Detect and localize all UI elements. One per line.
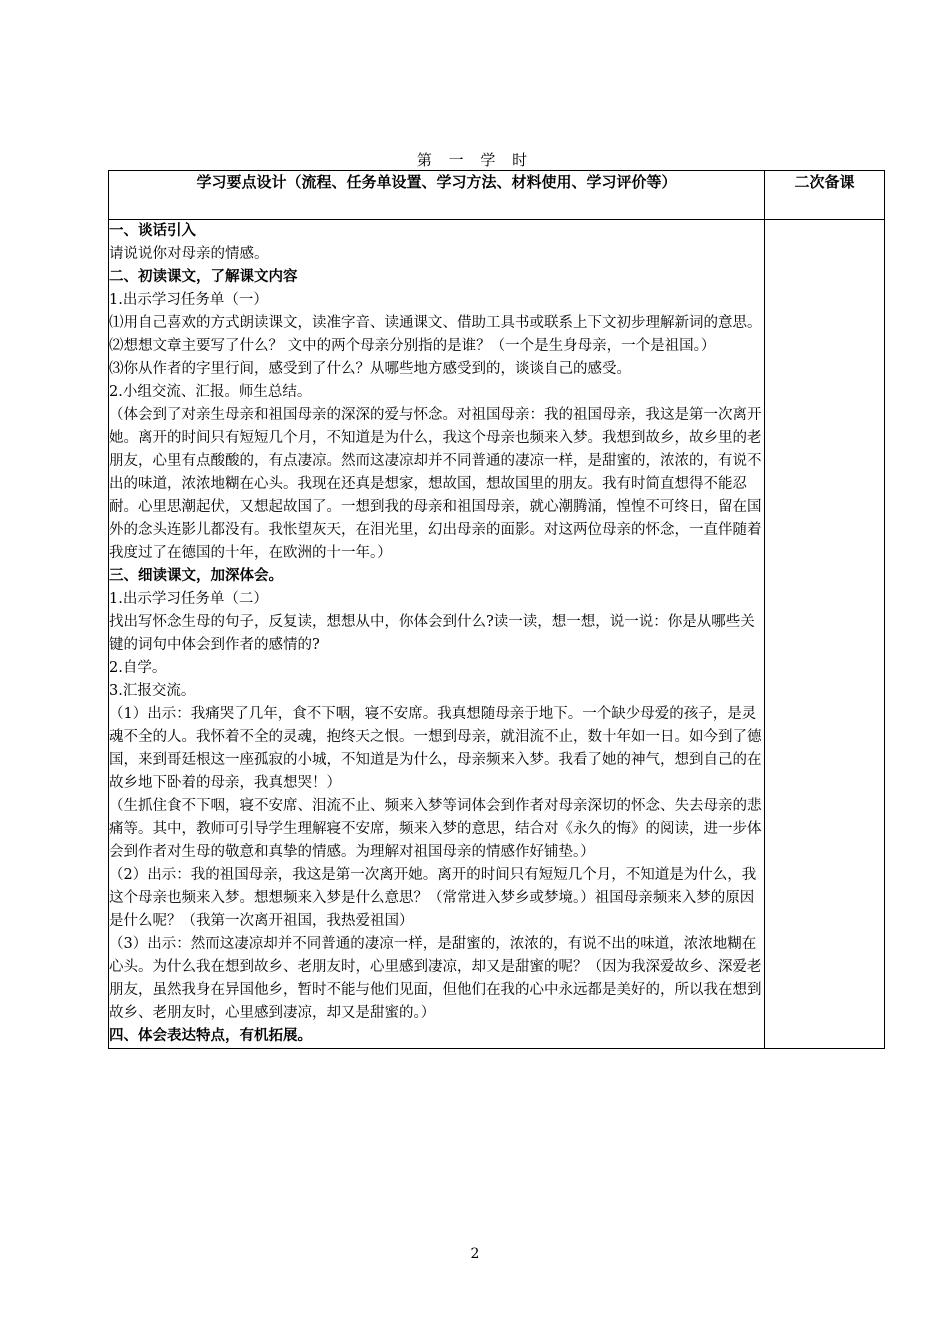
section-heading: 一、谈话引入 [109,223,196,239]
table-header-row [109,171,885,220]
paragraph: 2.自学。 [109,660,167,676]
header-main: 学习要点设计（流程、任务单设置、学习方法、材料使用、学习评价等） [109,171,765,220]
paragraph: ⑶你从作者的字里行间，感受到了什么？从哪些地方感受到的，谈谈自己的感受。 [109,361,631,377]
paragraph: ⑵想想文章主要写了什么？ 文中的两个母亲分别指的是谁？（一个是生身母亲，一个是祖国。） [109,338,716,354]
section-title: 第 一 学 时 [416,151,534,169]
paragraph: （2）出示：我的祖国母亲，我这是第一次离开她。离开的时间只有短短几个月，不知道是为什么，我这个母亲也频来入梦。想想频来入梦是什么意思？（常常进入梦乡或梦境。）祖国母亲频来入梦的原因是什么呢？（我第一次离开祖国，我热爱祖国） [109,867,757,929]
lesson-plan-table [108,170,885,1049]
paragraph: 找出写怀念生母的句子，反复读，想想从中，你体会到什么?读一读，想一想，说一说：你是从哪些关键的词句中体会到作者的感情的? [109,614,755,653]
paragraph: 请说说你对母亲的情感。 [109,246,269,262]
section-heading: 三、细读课文，加深体会。 [109,568,283,584]
page-number: 2 [470,1246,480,1262]
paragraph: （体会到了对亲生母亲和祖国母亲的深深的爱与怀念。对祖国母亲：我的祖国母亲，我这是第一次离开她。离开的时间只有短短几个月，不知道是为什么，我这个母亲也频来入梦。我想到故乡，故乡里的老朋友，心里有点酸酸的，有点凄凉。然而这凄凉却并不同普通的凄凉一样，是甜蜜的，浓浓的，有说不出的味道，浓浓地糊在心头。我现在还真是想家，想故国，想故国里的朋友。我有时简直想得不能忍耐。心里思潮起伏，又想起故国了。一想到我的母亲和祖国母亲，就心潮腾涌，惶惶不可终日，留在国外的念头连影儿都没有。我怅望灰天，在泪光里，幻出母亲的面影。对这两位母亲的怀念，一直伴随着我度过了在德国的十年，在欧洲的十一年。） [109,407,762,561]
paragraph: （1）出示：我痛哭了几年，食不下咽，寝不安席。我真想随母亲于地下。一个缺少母爱的孩子，是灵魂不全的人。我怀着不全的灵魂，抱终天之恨。一想到母亲，就泪流不止，数十年如一日。如今到了德国，来到哥廷根这一座孤寂的小城，不知道是为什么，母亲频来入梦。我看了她的神气，想到自己的在故乡地下卧着的母亲，我真想哭！） [109,706,762,791]
paragraph: （3）出示：然而这凄凉却并不同普通的凄凉一样，是甜蜜的，浓浓的，有说不出的味道，浓浓地糊在心头。为什么我在想到故乡、老朋友时，心里感到凄凉，却又是甜蜜的呢？（因为我深爱故乡、深爱老朋友，虽然我身在异国他乡，暂时不能与他们见面，但他们在我的心中永远都是美好的，所以我在想到故乡、老朋友时，心里感到凄凉，却又是甜蜜的。） [109,936,762,1021]
paragraph: （生抓住食不下咽，寝不安席、泪流不止、频来入梦等词体会到作者对母亲深切的怀念、失去母亲的悲痛等。其中，教师可引导学生理解寝不安席，频来入梦的意思，结合对《永久的悔》的阅读，进一步体会到作者对生母的敬意和真挚的情感。为理解对祖国母亲的情感作好铺垫。） [109,798,762,860]
paragraph: ⑴用自己喜欢的方式朗读课文，读准字音、读通课文、借助工具书或联系上下文初步理解新词的意思。 [109,315,762,331]
table-body-row [109,220,885,1049]
second-prep-cell [765,220,885,1049]
paragraph: 1.出示学习任务单（二） [109,591,268,607]
header-side: 二次备课 [765,171,885,220]
section-heading: 四、体会表达特点，有机拓展。 [109,1028,312,1044]
paragraph: 3.汇报交流。 [109,683,196,699]
section-heading: 二、初读课文，了解课文内容 [109,269,298,285]
lesson-content-cell [109,220,765,1049]
paragraph: 1.出示学习任务单（一） [109,292,268,308]
paragraph: 2.小组交流、汇报。师生总结。 [109,384,312,400]
